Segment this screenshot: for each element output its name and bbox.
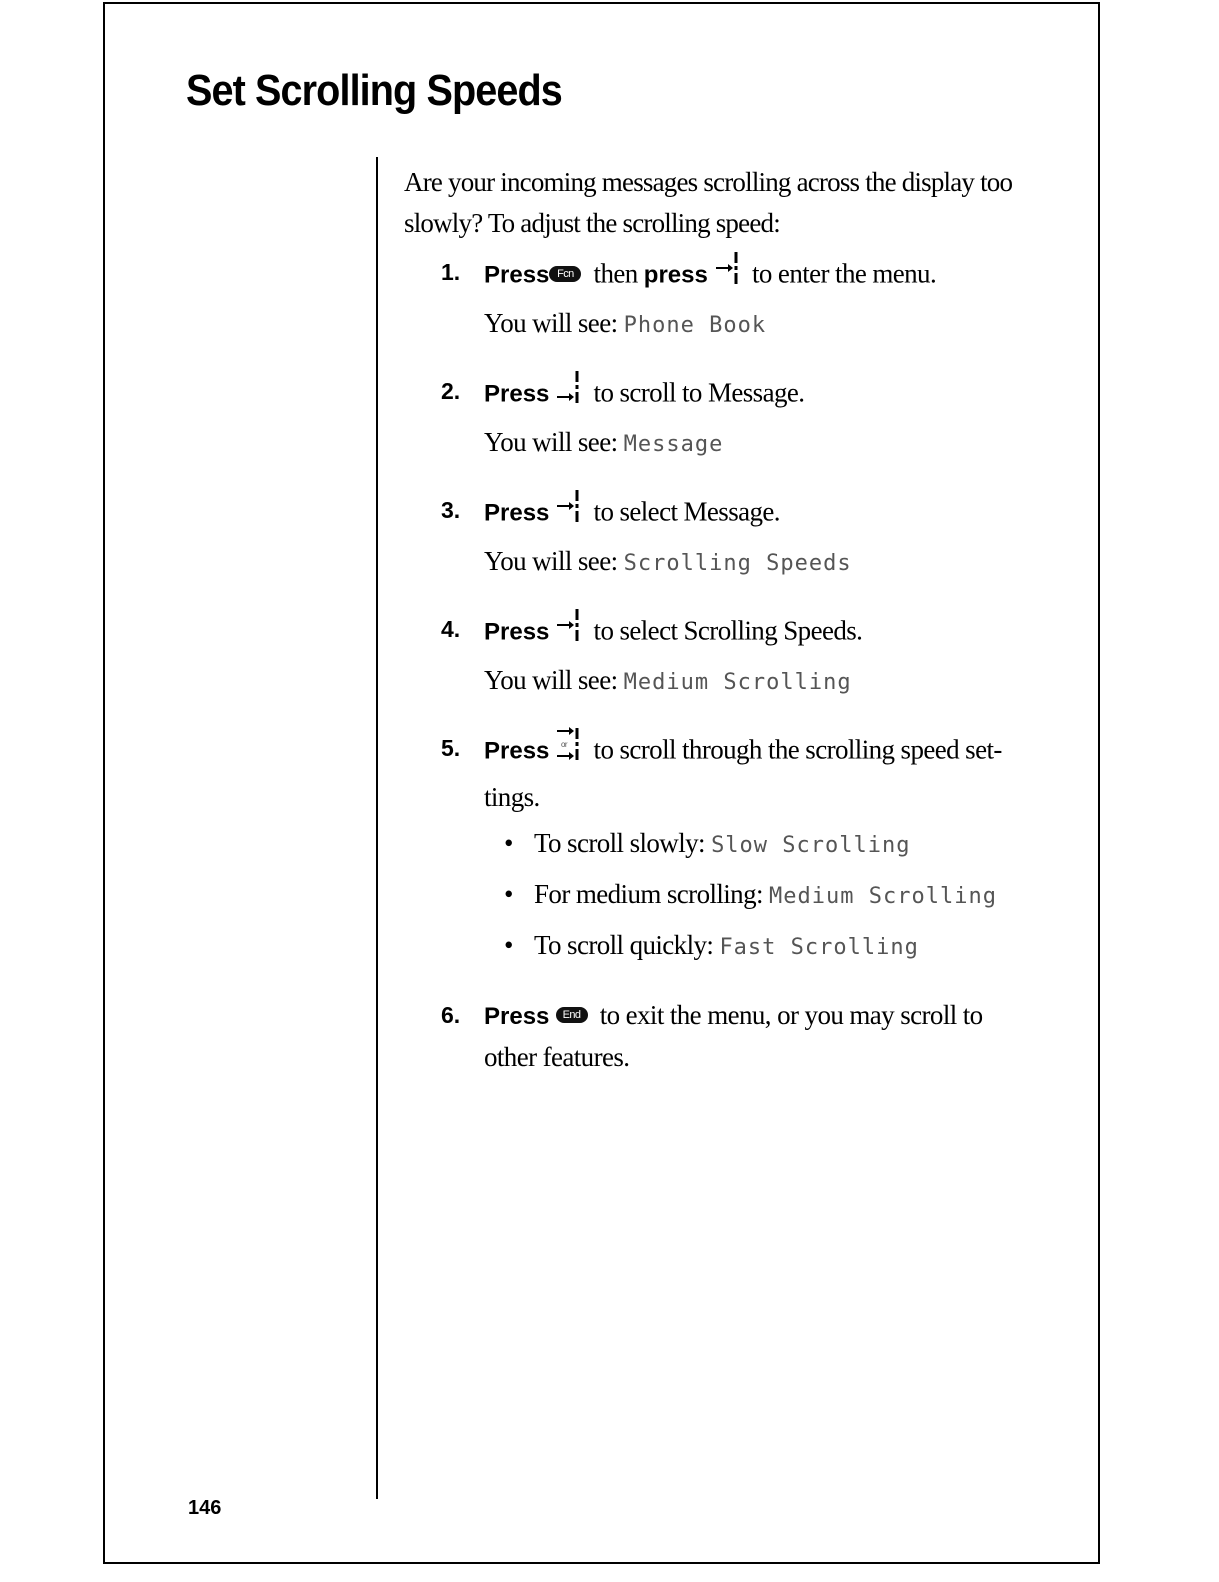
step-1	[404, 252, 1024, 348]
list-item	[484, 819, 1024, 870]
step-instruction-continued: tings.	[484, 782, 540, 812]
step-instruction	[484, 609, 1024, 658]
see-label: You will see:	[484, 546, 618, 576]
bullet-icon: •	[504, 828, 513, 858]
step-3	[404, 490, 1024, 586]
step-text: to scroll through the scrolling speed set-	[587, 734, 1002, 765]
step-number: 5.	[441, 735, 461, 761]
display-preview	[484, 539, 1024, 586]
lcd-text: Fast Scrolling	[719, 935, 919, 960]
step-instruction	[484, 252, 1024, 301]
step-text: to select Scrolling Speeds.	[587, 615, 863, 646]
step-text: to scroll to Message.	[587, 377, 805, 408]
option-label: To scroll quickly:	[534, 930, 714, 960]
step-number: 3.	[441, 497, 461, 523]
step-instruction-continued: other features.	[484, 1042, 630, 1072]
step-text: to enter the menu.	[745, 258, 937, 289]
step-instruction	[484, 490, 1024, 539]
bullet-icon: •	[504, 930, 513, 960]
step-6	[404, 995, 1024, 1077]
lcd-text: Scrolling Speeds	[623, 551, 852, 576]
page-number: 146	[188, 1497, 222, 1519]
step-instruction	[484, 371, 1024, 420]
page-title: Set Scrolling Speeds	[186, 66, 562, 115]
step-number: 1.	[441, 259, 461, 285]
step-4	[404, 609, 1024, 705]
scroll-up-or-down-icon	[555, 725, 581, 774]
list-item	[484, 870, 1024, 921]
display-preview	[484, 420, 1024, 467]
press-label: press	[643, 261, 708, 289]
bullet-icon: •	[504, 879, 513, 909]
press-label: Press	[484, 618, 550, 646]
end-key-icon: End	[556, 1007, 588, 1023]
display-preview	[484, 658, 1024, 705]
step-text: to select Message.	[587, 496, 780, 527]
margin-rule	[376, 157, 378, 1499]
or-label: or	[561, 740, 568, 749]
option-label: To scroll slowly:	[534, 828, 705, 858]
press-label: Press	[484, 499, 550, 527]
lcd-text: Medium Scrolling	[623, 670, 852, 695]
main-content	[404, 162, 1024, 1100]
see-label: You will see:	[484, 665, 618, 695]
option-label: For medium scrolling:	[534, 879, 763, 909]
lcd-text: Phone Book	[623, 313, 767, 338]
lcd-text: Medium Scrolling	[769, 884, 997, 909]
menu-right-icon	[555, 606, 581, 655]
see-label: You will see:	[484, 308, 618, 338]
press-label: Press	[484, 261, 550, 289]
step-number: 6.	[441, 1002, 461, 1028]
step-instruction	[484, 728, 1024, 777]
step-text: to exit the menu, or you may scroll to	[593, 1000, 983, 1030]
steps-list	[404, 252, 1024, 1077]
press-label: Press	[484, 380, 550, 408]
step-connector-text: then	[587, 258, 644, 289]
display-preview	[484, 301, 1024, 348]
step-instruction	[484, 995, 1024, 1037]
step-number: 4.	[441, 616, 461, 642]
speed-options-list	[484, 819, 1024, 972]
step-2	[404, 371, 1024, 467]
step-5	[404, 728, 1024, 972]
menu-right-icon	[714, 249, 740, 298]
press-label: Press	[484, 1003, 550, 1030]
fcn-key-icon: Fcn	[549, 266, 581, 282]
list-item	[484, 921, 1024, 972]
lcd-text: Slow Scrolling	[711, 833, 911, 858]
lcd-text: Message	[623, 432, 724, 457]
menu-right-icon	[555, 487, 581, 536]
intro-paragraph: Are your incoming messages scrolling across the display too slowly? To adjust the scrolling speed:	[404, 167, 1013, 238]
press-label: Press	[484, 737, 550, 765]
step-number: 2.	[441, 378, 461, 404]
see-label: You will see:	[484, 427, 618, 457]
scroll-down-icon	[555, 368, 581, 417]
